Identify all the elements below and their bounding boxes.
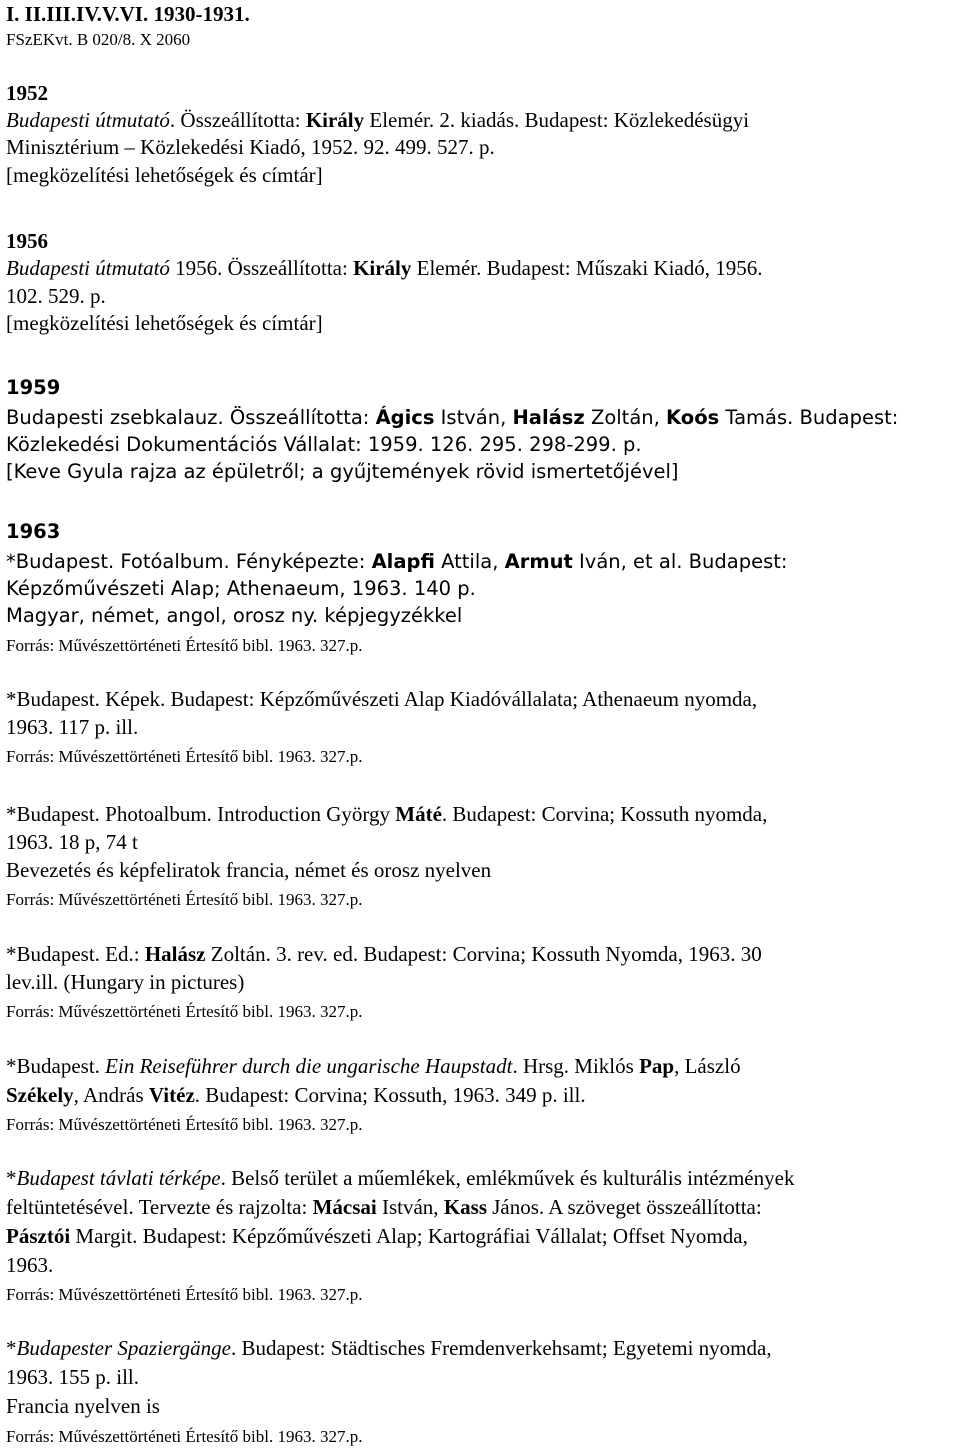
text-run: Közlekedési Dokumentációs Vállalat: 1959. 126. 295. 298-299. p. <box>6 433 642 456</box>
text-run: 1963. 117 p. ill. <box>6 715 139 739</box>
citation-note <box>6 462 679 482</box>
text-run: Székely <box>6 1083 74 1107</box>
citation-line <box>6 804 767 825</box>
text-run: Budapest távlati térképe <box>16 1166 221 1190</box>
citation-line <box>6 258 763 279</box>
citation-line <box>6 1056 741 1077</box>
citation-note <box>6 1396 160 1417</box>
text-run: Koós <box>666 406 720 429</box>
text-run: *Budapest. Ed.: <box>6 942 145 966</box>
citation-line <box>6 408 898 428</box>
text-run: 1956. Összeállította: <box>169 256 354 280</box>
text-run: Bevezetés és képfeliratok francia, német és orosz nyelven <box>6 858 492 882</box>
entry-year: 1952 <box>6 81 48 105</box>
text-run: Pap <box>639 1054 675 1078</box>
citation-line <box>6 832 138 853</box>
text-run: Budapesti zsebkalauz. Összeállította: <box>6 406 376 429</box>
text-run: . Budapest: Städtisches Fremdenverkehsamt; Egyetemi nyomda, <box>230 1336 772 1360</box>
text-run: Zoltán, <box>584 406 667 429</box>
citation-line <box>6 1226 748 1247</box>
text-run: János. A szöveget összeállította: <box>487 1195 762 1219</box>
text-run: . Budapest: Corvina; Kossuth, 1963. 349 p. ill. <box>194 1083 586 1107</box>
text-run: István, <box>376 1195 444 1219</box>
citation-note <box>6 860 491 881</box>
text-run: lev.ill. (Hungary in pictures) <box>6 970 245 994</box>
entry-year: 1959 <box>6 376 61 399</box>
text-run: Képzőművészeti Alap; Athenaeum, 1963. 140 p. <box>6 577 476 600</box>
text-run: István, <box>434 406 513 429</box>
entry-year: 1956 <box>6 229 48 253</box>
text-run: Király <box>353 256 412 280</box>
text-run: Király <box>305 108 365 132</box>
text-run: * <box>6 1166 17 1190</box>
text-run: Magyar, német, angol, orosz ny. képjegyzékkel <box>6 604 463 627</box>
text-run: [megközelítési lehetőségek és címtár] <box>6 311 323 335</box>
source-note: Forrás: Művészettörténeti Értesítő bibl. 1963. 327.p. <box>6 890 363 909</box>
text-run: 102. 529. p. <box>6 284 106 308</box>
text-run: *Budapest. Képek. Budapest: Képzőművészeti Alap Kiadóvállalata; Athenaeum nyomda, <box>6 687 758 711</box>
citation-line <box>6 579 476 599</box>
citation-line <box>6 110 749 131</box>
source-note: Forrás: Művészettörténeti Értesítő bibl. 1963. 327.p. <box>6 747 363 766</box>
text-run: . Összeállította: <box>169 108 306 132</box>
text-run: *Budapest. <box>6 1054 106 1078</box>
text-run: , András <box>73 1083 149 1107</box>
citation-line <box>6 552 787 572</box>
text-run: . Budapest: Corvina; Kossuth nyomda, <box>441 802 768 826</box>
text-run: Halász <box>144 942 206 966</box>
text-run: Budapesti útmutató <box>6 108 170 132</box>
shelf-mark: FSzEKvt. B 020/8. X 2060 <box>6 30 191 49</box>
source-note: Forrás: Művészettörténeti Értesítő bibl. 1963. 327.p. <box>6 1115 363 1134</box>
citation-line <box>6 1085 586 1106</box>
text-run: Minisztérium – Közlekedési Kiadó, 1952. 92. 499. 527. p. <box>6 135 495 159</box>
text-run: Attila, <box>434 550 505 573</box>
header-line: I. II.III.IV.V.VI. 1930-1931. <box>6 2 250 26</box>
entry-year: 1963 <box>6 520 61 543</box>
text-run: 1963. 18 p, 74 t <box>6 830 138 854</box>
citation-line <box>6 717 138 738</box>
source-note: Forrás: Művészettörténeti Értesítő bibl. 1963. 327.p. <box>6 1002 363 1021</box>
source-note: Forrás: Művészettörténeti Értesítő bibl. 1963. 327.p. <box>6 1285 363 1304</box>
text-run: [Keve Gyula rajza az épületről; a gyűjtemények rövid ismertetőjével] <box>6 460 679 483</box>
text-run: . Belső terület a műemlékek, emlékművek és kulturális intézmények <box>220 1166 795 1190</box>
text-run: Ein Reiseführer durch die ungarische Haupstadt <box>105 1054 513 1078</box>
citation-line <box>6 689 757 710</box>
citation-note <box>6 313 323 334</box>
text-run: Halász <box>512 406 585 429</box>
citation-line <box>6 944 762 965</box>
text-run: Armut <box>504 550 573 573</box>
citation-line <box>6 1255 53 1276</box>
text-run: Mácsai <box>312 1195 377 1219</box>
text-run: Kass <box>443 1195 487 1219</box>
source-note: Forrás: Művészettörténeti Értesítő bibl. 1963. 327.p. <box>6 636 363 655</box>
citation-line <box>6 286 106 307</box>
text-run: [megközelítési lehetőségek és címtár] <box>6 163 323 187</box>
citation-note <box>6 606 462 626</box>
text-run: *Budapest. Photoalbum. Introduction György <box>6 802 396 826</box>
text-run: . Hrsg. Miklós <box>512 1054 640 1078</box>
text-run: Elemér. Budapest: Műszaki Kiadó, 1956. <box>411 256 763 280</box>
text-run: Budapesti útmutató <box>6 256 170 280</box>
citation-note <box>6 165 323 186</box>
text-run: Vitéz <box>148 1083 195 1107</box>
text-run: Tamás. Budapest: <box>719 406 899 429</box>
citation-line <box>6 137 495 158</box>
citation-line <box>6 1168 794 1189</box>
text-run: 1963. <box>6 1253 54 1277</box>
text-run: Iván, et al. Budapest: <box>572 550 788 573</box>
text-run: feltüntetésével. Tervezte és rajzolta: <box>6 1195 313 1219</box>
text-run: Máté <box>395 802 442 826</box>
text-run: 1963. 155 p. ill. <box>6 1365 140 1389</box>
text-run: Alapfi <box>371 550 435 573</box>
text-run: Margit. Budapest: Képzőművészeti Alap; Kartográfiai Vállalat; Offset Nyomda, <box>70 1224 748 1248</box>
text-run: * <box>6 1336 17 1360</box>
source-note: Forrás: Művészettörténeti Értesítő bibl. 1963. 327.p. <box>6 1427 363 1446</box>
citation-line <box>6 1338 772 1359</box>
text-run: Zoltán. 3. rev. ed. Budapest: Corvina; Kossuth Nyomda, 1963. 30 <box>205 942 762 966</box>
text-run: , László <box>674 1054 741 1078</box>
citation-line <box>6 1197 762 1218</box>
text-run: Ágics <box>375 406 435 429</box>
text-run: Pásztói <box>6 1224 71 1248</box>
citation-line <box>6 435 642 455</box>
text-run: Elemér. 2. kiadás. Budapest: Közlekedésügyi <box>364 108 750 132</box>
citation-line <box>6 972 244 993</box>
text-run: Francia nyelven is <box>6 1394 160 1418</box>
text-run: Budapester Spaziergänge <box>16 1336 231 1360</box>
text-run: *Budapest. Fotóalbum. Fényképezte: <box>6 550 372 573</box>
citation-line <box>6 1367 139 1388</box>
